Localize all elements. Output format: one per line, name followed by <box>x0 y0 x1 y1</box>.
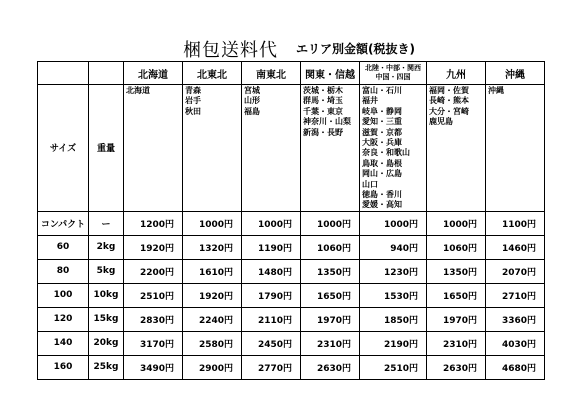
prefecture-list: 富山・石川 福井 岐阜・静岡 愛知・三重 滋賀・京都 大阪・兵庫 奈良・和歌山 鳥取・島根 岡山・広島 山口 徳島・香川 愛媛・高知 <box>362 86 410 210</box>
price-cell: 2830円 <box>124 307 183 331</box>
price-cell: 1350円 <box>301 259 360 283</box>
price-cell: 4680円 <box>486 355 545 379</box>
size-label: サイズ <box>38 85 89 212</box>
size-cell: 140 <box>38 331 89 355</box>
prefecture-list: 青森 岩手 秋田 <box>185 86 201 116</box>
price-cell: 2240円 <box>183 307 242 331</box>
prefecture-list: 沖縄 <box>488 86 504 95</box>
price-cell: 2630円 <box>301 355 360 379</box>
price-cell: 940円 <box>360 235 427 259</box>
region-header-hokkaido: 北海道 <box>124 62 183 85</box>
price-cell: 2770円 <box>242 355 301 379</box>
price-cell: 1350円 <box>427 259 486 283</box>
price-cell: 1790円 <box>242 283 301 307</box>
price-cell: 1000円 <box>360 211 427 235</box>
price-cell: 1060円 <box>427 235 486 259</box>
region-header-kanto-shinetsu: 関東・信越 <box>301 62 360 85</box>
page-title: 梱包送料代 <box>183 40 278 61</box>
price-cell: 1920円 <box>183 283 242 307</box>
rate-row <box>38 283 545 307</box>
price-cell: 1000円 <box>242 211 301 235</box>
price-cell: 3170円 <box>124 331 183 355</box>
price-cell: 1200円 <box>124 211 183 235</box>
header-blank-cell <box>38 62 89 85</box>
prefecture-list: 茨城・栃木 群馬・埼玉 千葉・東京 神奈川・山梨 新潟・長野 <box>303 86 351 137</box>
weight-cell: 25kg <box>89 355 124 379</box>
price-cell: 1100円 <box>486 211 545 235</box>
price-cell: 1920円 <box>124 235 183 259</box>
price-cell: 1460円 <box>486 235 545 259</box>
price-cell: 1610円 <box>183 259 242 283</box>
price-cell: 1320円 <box>183 235 242 259</box>
price-cell: 2900円 <box>183 355 242 379</box>
size-cell: 60 <box>38 235 89 259</box>
price-cell: 2310円 <box>427 331 486 355</box>
price-cell: 1850円 <box>360 307 427 331</box>
prefecture-list: 北海道 <box>126 86 150 95</box>
weight-cell: 15kg <box>89 307 124 331</box>
region-header-hokuriku-chubu-kansai: 北陸・中部・関西 中国・四国 <box>360 62 427 85</box>
price-cell: 2710円 <box>486 283 545 307</box>
price-cell: 1530円 <box>360 283 427 307</box>
region-header-okinawa: 沖縄 <box>486 62 545 85</box>
price-cell: 3360円 <box>486 307 545 331</box>
price-cell: 4030円 <box>486 331 545 355</box>
weight-cell: 5kg <box>89 259 124 283</box>
shipping-rate-table <box>37 61 545 380</box>
size-cell: 80 <box>38 259 89 283</box>
price-cell: 1970円 <box>427 307 486 331</box>
price-cell: 1000円 <box>301 211 360 235</box>
rate-row <box>38 355 545 379</box>
weight-cell: 2kg <box>89 235 124 259</box>
rate-row <box>38 307 545 331</box>
price-cell: 2070円 <box>486 259 545 283</box>
weight-label: 重量 <box>89 85 124 212</box>
weight-cell: 10kg <box>89 283 124 307</box>
weight-cell: 20kg <box>89 331 124 355</box>
price-cell: 2110円 <box>242 307 301 331</box>
size-cell: 120 <box>38 307 89 331</box>
price-cell: 1650円 <box>427 283 486 307</box>
price-cell: 1650円 <box>301 283 360 307</box>
price-cell: 2510円 <box>124 283 183 307</box>
rate-row <box>38 211 545 235</box>
page-subtitle: エリア別金額(税抜き) <box>296 42 415 56</box>
rate-row <box>38 259 545 283</box>
size-cell: 160 <box>38 355 89 379</box>
size-cell: 100 <box>38 283 89 307</box>
price-cell: 3490円 <box>124 355 183 379</box>
region-header-minami-tohoku: 南東北 <box>242 62 301 85</box>
prefecture-list: 宮城 山形 福島 <box>244 86 260 116</box>
price-cell: 2190円 <box>360 331 427 355</box>
price-cell: 2200円 <box>124 259 183 283</box>
price-cell: 1060円 <box>301 235 360 259</box>
price-cell: 2450円 <box>242 331 301 355</box>
rate-row <box>38 331 545 355</box>
region-header-row <box>38 62 545 85</box>
price-cell: 1000円 <box>427 211 486 235</box>
price-cell: 2310円 <box>301 331 360 355</box>
price-cell: 1000円 <box>183 211 242 235</box>
header-blank-cell <box>89 62 124 85</box>
region-header-kita-tohoku: 北東北 <box>183 62 242 85</box>
price-cell: 1480円 <box>242 259 301 283</box>
size-cell: コンパクト <box>38 211 89 235</box>
weight-cell: ー <box>89 211 124 235</box>
region-header-kyushu: 九州 <box>427 62 486 85</box>
price-cell: 1230円 <box>360 259 427 283</box>
prefecture-row <box>38 85 545 212</box>
prefecture-list: 福岡・佐賀 長崎・熊本 大分・宮崎 鹿児島 <box>429 86 469 127</box>
price-cell: 1970円 <box>301 307 360 331</box>
price-cell: 1190円 <box>242 235 301 259</box>
price-cell: 2580円 <box>183 331 242 355</box>
price-cell: 2630円 <box>427 355 486 379</box>
rate-row <box>38 235 545 259</box>
price-cell: 2510円 <box>360 355 427 379</box>
